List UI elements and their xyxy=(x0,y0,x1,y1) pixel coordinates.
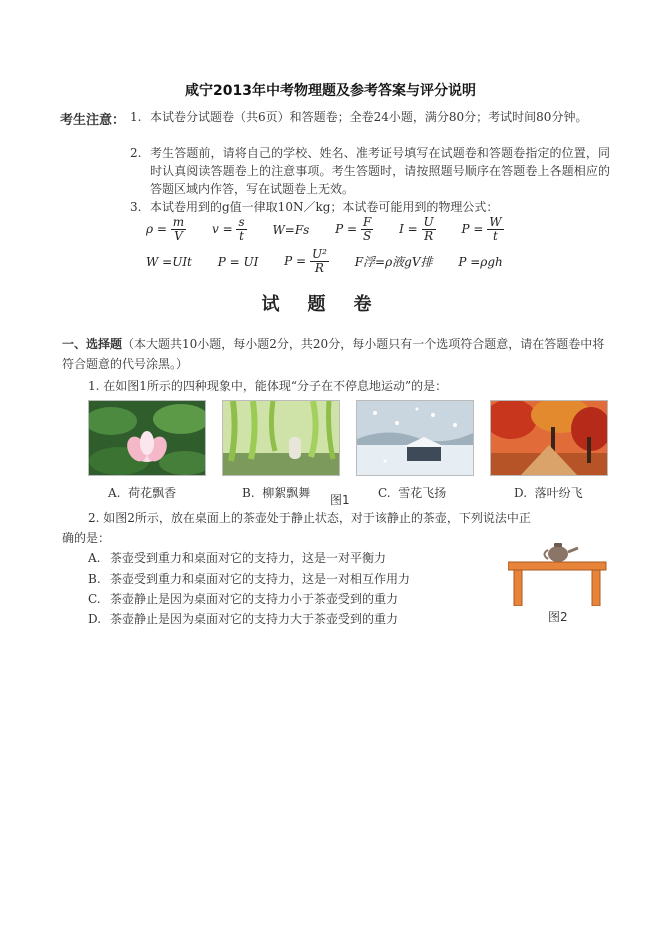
photo-lotus xyxy=(88,400,206,476)
notice-item-2 xyxy=(130,144,610,198)
option-d[interactable]: D. 茶壶静止是因为桌面对它的支持力大于茶壶受到的重力 xyxy=(88,612,399,626)
formula-row-2 xyxy=(146,248,525,275)
option-a[interactable]: A. 茶壶受到重力和桌面对它的支持力，这是一对平衡力 xyxy=(88,551,387,565)
formula-liquid-pressure: P =ρgh xyxy=(458,254,503,269)
formula-velocity: v = $\frac{s}{t}$ xyxy=(211,215,245,243)
formula-power: P = $\frac{W}{t}$ xyxy=(461,215,502,243)
formula-pressure: P = $\frac{F}{S}$ xyxy=(335,215,372,243)
notice-item-1 xyxy=(130,108,610,126)
part-one-label: 一、选择题 xyxy=(62,337,123,351)
formula-electric-work: W =UIt xyxy=(146,254,192,269)
option-a[interactable]: A. 荷花飘香 xyxy=(108,486,177,500)
notice-item-text: 本试卷分试题卷（共6页）和答题卷；全卷24小题，满分80分；考试时间80分钟。 xyxy=(150,110,588,124)
formula-power-resistance: P = $\frac{\text{U²}}{R}$ xyxy=(284,247,327,275)
photo-autumn-leaves xyxy=(490,400,608,476)
teapot-icon xyxy=(548,546,568,562)
photo-willow xyxy=(222,400,340,476)
formula-electric-power: P = UI xyxy=(217,254,259,269)
notice-item-number: 3. xyxy=(130,200,142,214)
option-b[interactable]: B. 茶壶受到重力和桌面对它的支持力，这是一对相互作用力 xyxy=(88,572,411,586)
option-d[interactable]: D. 落叶纷飞 xyxy=(514,486,583,500)
formula-work: W=Fs xyxy=(272,222,310,237)
option-c[interactable]: C. 雪花飞扬 xyxy=(378,486,447,500)
formula-density: ρ = $\frac{m}{V}$ xyxy=(146,215,185,243)
formula-current: I = $\frac{U}{R}$ xyxy=(399,215,434,243)
table-top xyxy=(508,562,606,570)
document-title: 咸宁2013年中考物理题及参考答案与评分说明 xyxy=(185,83,476,99)
photo-snow xyxy=(356,400,474,476)
option-c[interactable]: C. 茶壶静止是因为桌面对它的支持力小于茶壶受到的重力 xyxy=(88,592,399,606)
question-2-stem-line-2: 确的是： xyxy=(62,531,111,545)
notice-label: 考生注意： xyxy=(60,113,126,128)
section-title: 试题卷 xyxy=(261,294,400,315)
notice-item-text: 考生答题前，请将自己的学校、姓名、准考证号填写在试题卷和答题卷指定的位置，同时认真阅读答题卷上的注意事项。考生答题时，请按照题号顺序在答题卷上各题相应的答题区域内作答，写在试题卷上无效。 xyxy=(150,146,610,196)
notice-item-3 xyxy=(130,198,610,216)
question-2-stem-line-1: 2. 如图2所示，放在桌面上的茶壶处于静止状态，对于该静止的茶壶，下列说法中正 xyxy=(88,511,531,525)
notice-item-number: 2. xyxy=(130,146,142,160)
part-one-heading xyxy=(62,334,612,374)
formula-row-1 xyxy=(146,216,526,243)
notice-item-text: 本试卷用到的g值一律取10N／kg；本试卷可能用到的物理公式： xyxy=(150,200,499,214)
formula-buoyancy: F浮=ρ液gV排 xyxy=(354,255,433,269)
figure-2-table-teapot xyxy=(508,540,608,610)
question-1-stem: 1. 在如图1所示的四种现象中，能体现“分子在不停息地运动”的是： xyxy=(88,379,448,393)
part-one-description: （本大题共10小题，每小题2分，共20分，每小题只有一个选项符合题意，请在答题卷中将符合题意的代号涂黑。） xyxy=(62,337,605,371)
option-b[interactable]: B. 柳絮飘舞 xyxy=(242,486,311,500)
figure-2-label: 图2 xyxy=(548,610,568,624)
figure-1-label: 图1 xyxy=(330,493,350,507)
notice-item-number: 1. xyxy=(130,110,142,124)
